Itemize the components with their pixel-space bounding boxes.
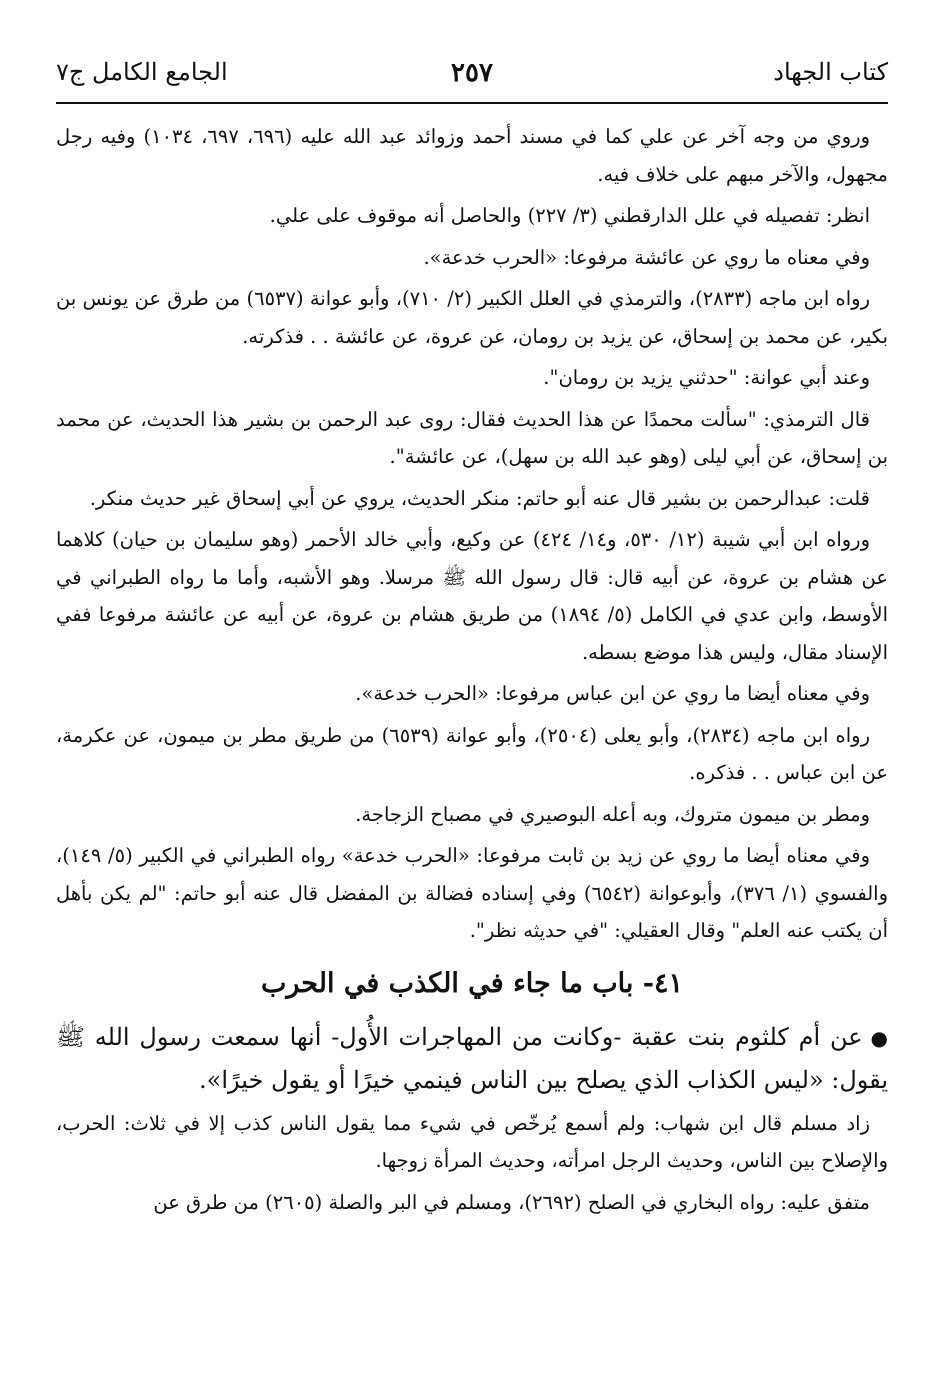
paragraph: وفي معناه أيضا ما روي عن زيد بن ثابت مرفوعا: «الحرب خدعة» رواه الطبراني في الكبير (٥/ ١٤٩)، والفسوي (١/ ٣٧٦)، وأبوعوانة (٦٥٤٢) وفي إسناده فضالة بن المفضل قال عنه أبو حاتم: "لم يكن بأهل أن يكتب عنه العلم" وقال العقيلي: "في حديثه نظر". bbox=[56, 844, 888, 942]
paragraph: قلت: عبدالرحمن بن بشير قال عنه أبو حاتم: منكر الحديث، يروي عن أبي إسحاق غير حديث منكر. bbox=[89, 486, 870, 510]
paragraph: رواه ابن ماجه (٢٨٣٤)، وأبو يعلى (٢٥٠٤)، وأبو عوانة (٦٥٣٩) من طريق مطر بن ميمون، عن عكرمة، عن ابن عباس . . فذكره. bbox=[56, 723, 888, 784]
paragraph: وفي معناه أيضا ما روي عن ابن عباس مرفوعا: «الحرب خدعة». bbox=[355, 682, 870, 705]
bullet-icon: ● bbox=[870, 1025, 888, 1050]
paragraph: ورواه ابن أبي شيبة (١٢/ ٥٣٠، و١٤/ ٤٢٤) عن وكيع، وأبي خالد الأحمر (وهو سليمان بن حيان) كلاهما عن هشام بن عروة، عن أبيه قال: قال رسول الله ﷺ مرسلا. وهو الأشبه، وأما ما رواه الطبراني في الأوسط، وابن عدي في الكامل (٥/ ١٨٩٤) من طريق هشام بن عروة، عن أبيه عن عائشة مرفوعا ففي الإسناد مقال، وليس هذا موضع بسطه. bbox=[56, 528, 888, 664]
book-page bbox=[56, 50, 888, 1225]
paragraph: وفي معناه ما روي عن عائشة مرفوعا: «الحرب خدعة». bbox=[423, 245, 870, 269]
book-section-title: كتاب الجهاد bbox=[773, 58, 888, 86]
hadith-text: عن أم كلثوم بنت عقبة -وكانت من المهاجرات الأُول- أنها سمعت رسول الله ﷺ يقول: «ليس الكذاب الذي يصلح بين الناس فينمي خيرًا أو يقول خيرًا». bbox=[56, 1022, 888, 1094]
book-volume-title: الجامع الكامل ج٧ bbox=[56, 58, 228, 86]
body-top bbox=[56, 118, 888, 950]
paragraph: متفق عليه: رواه البخاري في الصلح (٢٦٩٢)، ومسلم في البر والصلة (٢٦٠٥) من طرق عن bbox=[153, 1190, 870, 1214]
page-number: ٢٥٧ bbox=[451, 58, 493, 88]
paragraph: قال الترمذي: "سألت محمدًا عن هذا الحديث فقال: روى عبد الرحمن بن بشير هذا الحديث، عن محمد بن إسحاق، عن أبي ليلى (وهو عبد الله بن سهل)، عن عائشة". bbox=[56, 407, 888, 468]
paragraph: ومطر بن ميمون متروك، وبه أعله البوصيري في مصباح الزجاجة. bbox=[355, 802, 870, 826]
page-header bbox=[56, 50, 888, 98]
body-bottom bbox=[56, 1105, 888, 1222]
paragraph: وعند أبي عوانة: "حدثني يزيد بن رومان". bbox=[543, 366, 870, 389]
paragraph: زاد مسلم قال ابن شهاب: ولم أسمع يُرخّص في شيء مما يقول الناس كذب إلا في ثلاث: الحرب، والإصلاح بين الناس، وحديث الرجل امرأته، وحديث المرأة زوجها. bbox=[56, 1111, 888, 1172]
hadith-text-block bbox=[56, 1016, 888, 1101]
paragraph: وروي من وجه آخر عن علي كما في مسند أحمد وزوائد عبد الله عليه (٦٩٦، ٦٩٧، ١٠٣٤) وفيه رجل مجهول، والآخر مبهم على خلاف فيه. bbox=[56, 125, 888, 186]
header-divider bbox=[56, 102, 888, 104]
paragraph: رواه ابن ماجه (٢٨٣٣)، والترمذي في العلل الكبير (٢/ ٧١٠)، وأبو عوانة (٦٥٣٧) من طرق عن يونس بن بكير، عن محمد بن إسحاق، عن يزيد بن رومان، عن عروة، عن عائشة . . فذكرته. bbox=[56, 287, 888, 348]
chapter-heading: ٤١- باب ما جاء في الكذب في الحرب bbox=[260, 967, 683, 999]
paragraph: انظر: تفصيله في علل الدارقطني (٣/ ٢٢٧) والحاصل أنه موقوف على علي. bbox=[269, 204, 870, 227]
